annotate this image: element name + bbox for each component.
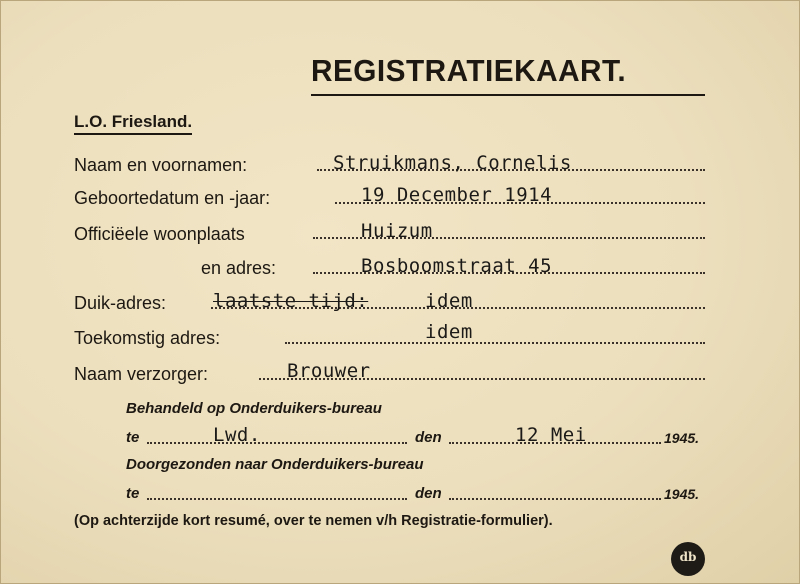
hiding-address-label: Duik-adres: bbox=[74, 293, 167, 313]
forwarded-date-line bbox=[449, 498, 661, 500]
residence-label: Officiëele woonplaats bbox=[74, 224, 245, 244]
future-address-value: idem bbox=[425, 321, 473, 343]
forwarded-heading: Doorgezonden naar Onderduikers-bureau bbox=[126, 456, 424, 473]
birthdate-label: Geboortedatum en -jaar: bbox=[74, 188, 271, 208]
handled-place-line bbox=[147, 442, 407, 444]
handled-date-value: 12 Mei bbox=[515, 424, 587, 446]
caretaker-value: Brouwer bbox=[287, 360, 371, 382]
forwarded-den-label: den bbox=[415, 485, 442, 502]
hiding-address-struck: laatste tijd: bbox=[213, 290, 369, 312]
card-title: REGISTRATIEKAART. bbox=[311, 53, 627, 88]
organisation-label: L.O. Friesland. bbox=[74, 112, 192, 135]
handled-year: 1945. bbox=[664, 430, 700, 446]
hiding-address-value: idem bbox=[425, 290, 473, 312]
footnote: (Op achterzijde kort resumé, over te nemen v/h Registratie-formulier). bbox=[74, 513, 553, 529]
handled-heading: Behandeld op Onderduikers-bureau bbox=[126, 400, 382, 417]
future-address-label: Toekomstig adres: bbox=[74, 328, 221, 348]
handled-te-label: te bbox=[126, 429, 140, 446]
residence-value: Huizum bbox=[361, 220, 433, 242]
birthdate-value: 19 December 1914 bbox=[361, 184, 553, 206]
address-value: Bosboomstraat 45 bbox=[361, 255, 553, 277]
title-underline bbox=[311, 94, 705, 96]
name-label: Naam en voornamen: bbox=[74, 155, 248, 175]
forwarded-te-label: te bbox=[126, 485, 140, 502]
name-value: Struikmans, Cornelis bbox=[333, 152, 572, 174]
handled-den-label: den bbox=[415, 429, 442, 446]
logo-text: db bbox=[679, 550, 697, 564]
caretaker-label: Naam verzorger: bbox=[74, 364, 209, 384]
future-address-line bbox=[285, 342, 705, 344]
address-label: en adres: bbox=[201, 258, 277, 278]
forwarded-year: 1945. bbox=[664, 486, 700, 502]
handled-place-value: Lwd. bbox=[213, 424, 261, 446]
printer-logo-icon bbox=[671, 542, 705, 576]
forwarded-place-line bbox=[147, 498, 407, 500]
